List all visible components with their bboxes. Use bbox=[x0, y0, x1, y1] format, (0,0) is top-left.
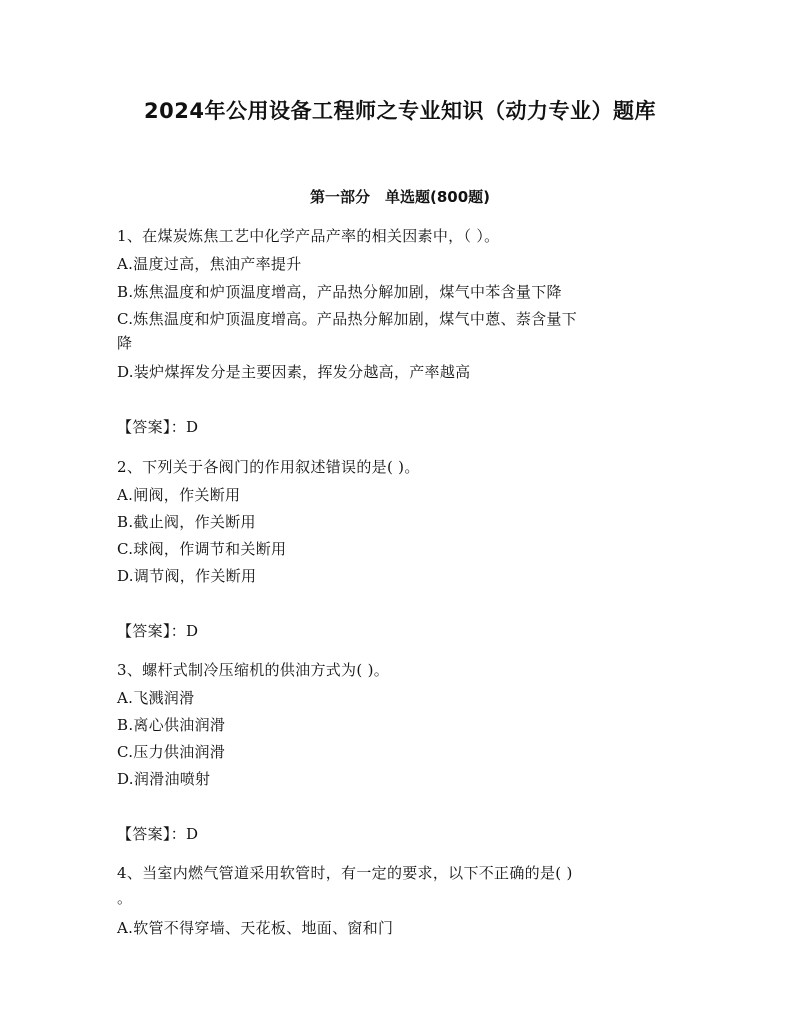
question-1-option-b: B.炼焦温度和炉顶温度增高，产品热分解加剧，煤气中苯含量下降 bbox=[117, 283, 562, 301]
question-2-option-c: C.球阀，作调节和关断用 bbox=[117, 540, 287, 558]
question-3-stem: 3、螺杆式制冷压缩机的供油方式为( )。 bbox=[117, 661, 390, 679]
question-1-option-d: D.装炉煤挥发分是主要因素，挥发分越高，产率越高 bbox=[117, 363, 471, 381]
question-4-stem: 4、当室内燃气管道采用软管时，有一定的要求，以下不正确的是( ) bbox=[117, 864, 573, 882]
question-1-option-c: C.炼焦温度和炉顶温度增高。产品热分解加剧，煤气中蒽、萘含量下 bbox=[117, 310, 578, 328]
question-3-option-a: A.飞溅润滑 bbox=[117, 689, 195, 707]
question-4-stem-cont: 。 bbox=[117, 889, 133, 907]
question-2-answer: 【答案】：D bbox=[117, 622, 199, 640]
question-3-answer: 【答案】：D bbox=[117, 825, 199, 843]
section-heading: 第一部分 单选题(800题) bbox=[309, 188, 491, 206]
question-3-option-c: C.压力供油润滑 bbox=[117, 743, 226, 761]
question-3-option-b: B.离心供油润滑 bbox=[117, 716, 226, 734]
question-2-option-a: A.闸阀，作关断用 bbox=[117, 486, 241, 504]
question-1-answer: 【答案】：D bbox=[117, 418, 199, 436]
question-3-option-d: D.润滑油喷射 bbox=[117, 770, 211, 788]
question-2-stem: 2、下列关于各阀门的作用叙述错误的是( )。 bbox=[117, 458, 420, 476]
question-2-option-b: B.截止阀，作关断用 bbox=[117, 513, 256, 531]
question-1-stem: 1、在煤炭炼焦工艺中化学产品产率的相关因素中，（ ）。 bbox=[117, 227, 500, 245]
question-2-option-d: D.调节阀，作关断用 bbox=[117, 567, 257, 585]
question-1-option-a: A.温度过高，焦油产率提升 bbox=[117, 255, 302, 273]
question-4-option-a: A.软管不得穿墙、天花板、地面、窗和门 bbox=[117, 919, 394, 937]
question-1-option-c-cont: 降 bbox=[117, 334, 133, 352]
page-title: 2024年公用设备工程师之专业知识（动力专业）题库 bbox=[144, 99, 656, 123]
